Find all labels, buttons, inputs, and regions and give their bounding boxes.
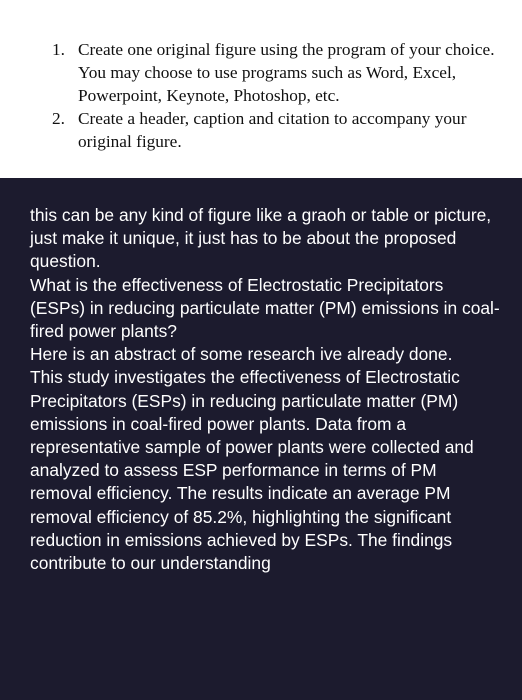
instruction-item-1 [52, 38, 502, 107]
instructions-list [52, 38, 502, 153]
attached-image[interactable] [0, 0, 522, 178]
message-paragraph: this can be any kind of figure like a graoh or table or picture, just make it unique, it just has to be about the proposed question. [30, 205, 492, 272]
message-paragraph: What is the effectiveness of Electrostatic Precipitators (ESPs) in reducing particulate matter (PM) emissions in coal-fired power plants? [30, 274, 500, 342]
instruction-number: 1. [52, 40, 65, 59]
instruction-text: Create a header, caption and citation to accompany your original figure. [78, 109, 467, 151]
message-paragraph: This study investigates the effectiveness of Electrostatic Precipitators (ESPs) in reducing particulate matter (PM) emissions in coal-fired power plants. Data from a representative sample of power plants were collected and analyzed to assess ESP performance in terms of PM removal efficiency. The results indicate an average PM removal efficiency of 85.2%, highlighting the significant reduction in emissions achieved by ESPs. The findings contribute to our understanding [30, 367, 474, 574]
instruction-number: 2. [52, 109, 65, 128]
instruction-text: Create one original figure using the program of your choice. You may choose to use programs such as Word, Excel, Powerpoint, Keynote, Photoshop, etc. [78, 40, 495, 105]
instruction-item-2 [52, 107, 502, 153]
message-paragraph: Here is an abstract of some research ive already done. [30, 344, 453, 365]
message-body [30, 204, 500, 575]
